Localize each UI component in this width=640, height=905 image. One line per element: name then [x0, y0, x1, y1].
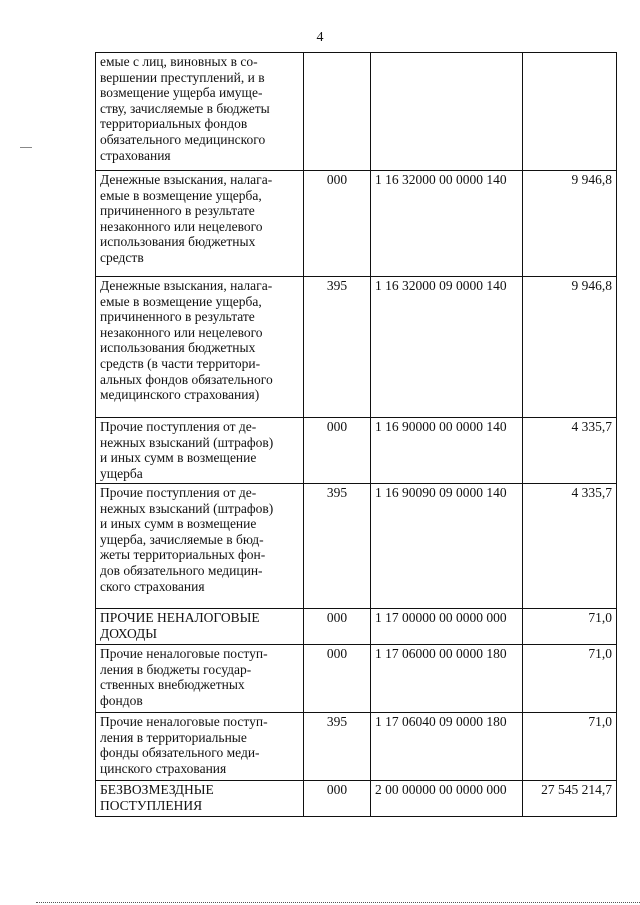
admin-code-cell	[304, 53, 371, 171]
amount-cell: 4 335,7	[523, 418, 617, 484]
admin-code-cell: 000	[304, 171, 371, 277]
revenue-name-cell: БЕЗВОЗМЕЗДНЫЕ ПОСТУПЛЕНИЯ	[96, 781, 304, 817]
admin-code-cell: 395	[304, 277, 371, 418]
table-row	[96, 277, 617, 418]
budget-code-cell: 1 17 06000 00 0000 180	[371, 645, 523, 713]
page-bottom-rule	[36, 902, 640, 904]
revenue-name-cell: Прочие поступления от де- нежных взысканий (штрафов) и иных сумм в возмещение ущерба	[96, 418, 304, 484]
admin-code-cell: 395	[304, 484, 371, 609]
page-number: 4	[316, 30, 324, 45]
amount-cell: 4 335,7	[523, 484, 617, 609]
amount-cell	[523, 53, 617, 171]
table-row	[96, 418, 617, 484]
budget-code-cell: 2 00 00000 00 0000 000	[371, 781, 523, 817]
table-row	[96, 484, 617, 609]
budget-code-cell: 1 16 90000 00 0000 140	[371, 418, 523, 484]
amount-cell: 71,0	[523, 645, 617, 713]
table-row	[96, 609, 617, 645]
table-row	[96, 781, 617, 817]
revenue-name-cell: ПРОЧИЕ НЕНАЛОГОВЫЕ ДОХОДЫ	[96, 609, 304, 645]
budget-code-cell: 1 17 00000 00 0000 000	[371, 609, 523, 645]
admin-code-cell: 395	[304, 713, 371, 781]
table-body	[96, 53, 617, 817]
revenue-name-cell: емые с лиц, виновных в со- вершении преступлений, и в возмещение ущерба имуще- ству, зачисляемые в бюджеты территориальных фондов обязательного медицинского страхования	[96, 53, 304, 171]
budget-code-cell: 1 16 32000 09 0000 140	[371, 277, 523, 418]
table-row	[96, 645, 617, 713]
budget-revenue-table	[95, 52, 617, 817]
table-row	[96, 713, 617, 781]
amount-cell: 71,0	[523, 609, 617, 645]
admin-code-cell: 000	[304, 609, 371, 645]
margin-mark	[20, 147, 32, 148]
table-row	[96, 53, 617, 171]
budget-code-cell: 1 17 06040 09 0000 180	[371, 713, 523, 781]
admin-code-cell: 000	[304, 418, 371, 484]
revenue-name-cell: Денежные взыскания, налага- емые в возмещение ущерба, причиненного в результате незаконного или нецелевого использования бюджетных средств (в части территори- альных фондов обязательного медицинского страхования)	[96, 277, 304, 418]
revenue-name-cell: Денежные взыскания, налага- емые в возмещение ущерба, причиненного в результате незаконного или нецелевого использования бюджетных средств	[96, 171, 304, 277]
table-row	[96, 171, 617, 277]
amount-cell: 9 946,8	[523, 277, 617, 418]
admin-code-cell: 000	[304, 645, 371, 713]
amount-cell: 71,0	[523, 713, 617, 781]
admin-code-cell: 000	[304, 781, 371, 817]
revenue-name-cell: Прочие поступления от де- нежных взысканий (штрафов) и иных сумм в возмещение ущерба, зачисляемые в бюд- жеты территориальных фон- дов обязательного медицин- ского страхования	[96, 484, 304, 609]
revenue-name-cell: Прочие неналоговые поступ- ления в территориальные фонды обязательного меди- цинского страхования	[96, 713, 304, 781]
budget-code-cell	[371, 53, 523, 171]
amount-cell: 27 545 214,7	[523, 781, 617, 817]
amount-cell: 9 946,8	[523, 171, 617, 277]
budget-code-cell: 1 16 32000 00 0000 140	[371, 171, 523, 277]
budget-code-cell: 1 16 90090 09 0000 140	[371, 484, 523, 609]
revenue-name-cell: Прочие неналоговые поступ- ления в бюджеты государ- ственных внебюджетных фондов	[96, 645, 304, 713]
